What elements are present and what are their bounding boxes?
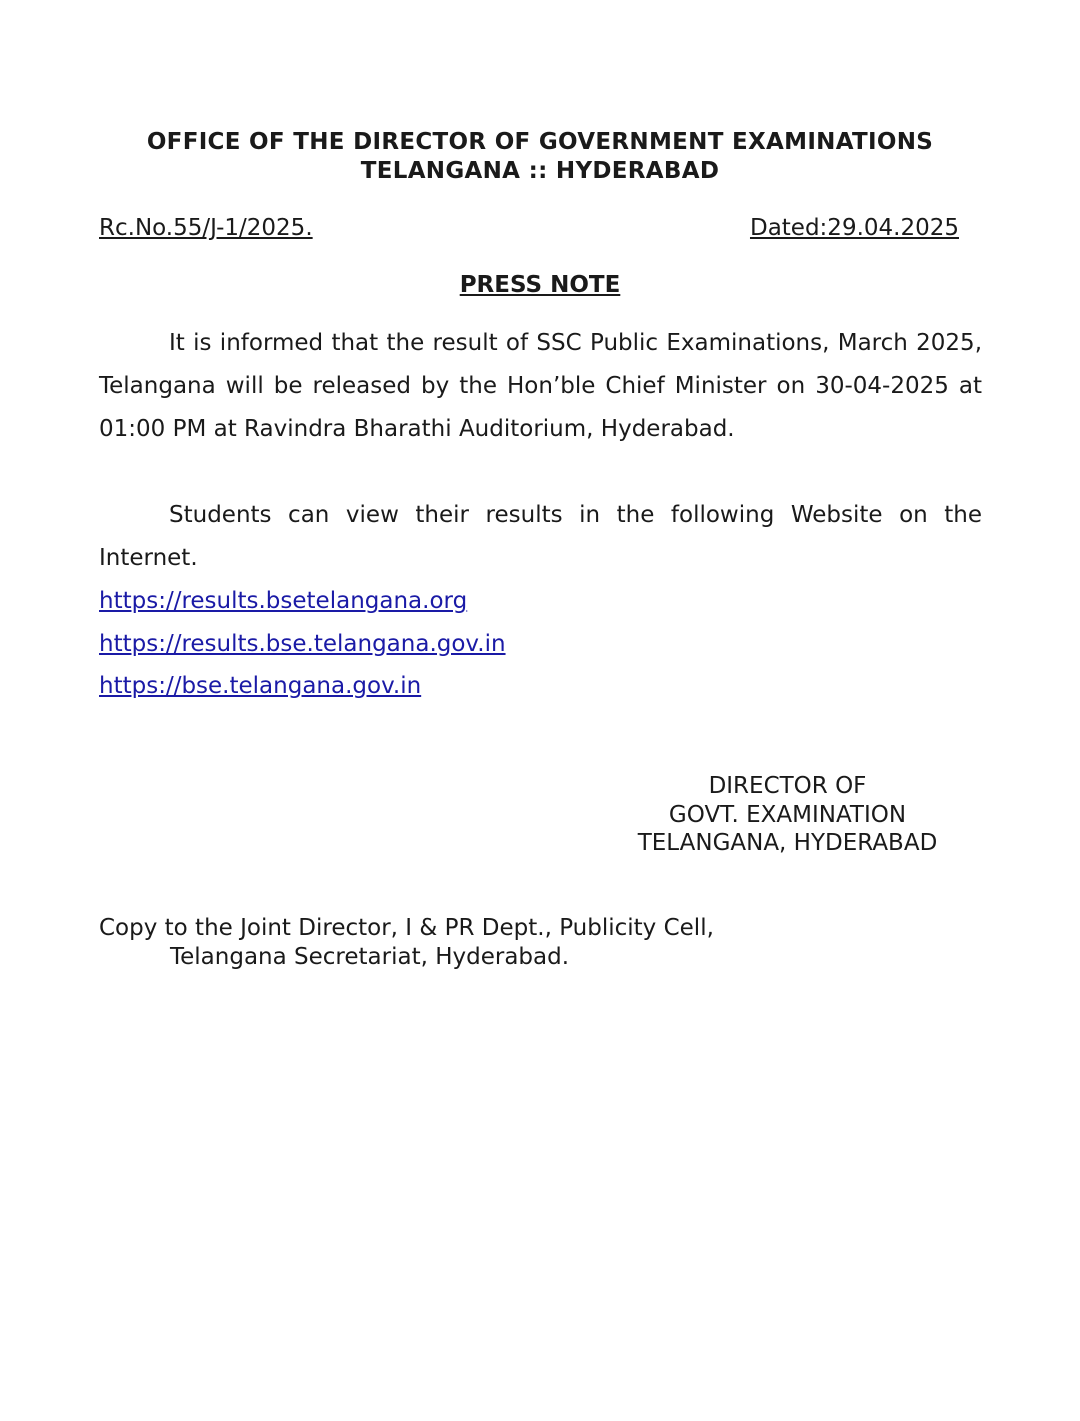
copy-to-line2: Telangana Secretariat, Hyderabad. <box>170 943 570 970</box>
paragraph-websites <box>99 494 982 580</box>
result-link-3[interactable]: https://bse.telangana.gov.in <box>99 673 422 699</box>
reference-number: Rc.No.55/J-1/2025. <box>99 215 313 241</box>
dated: Dated:29.04.2025 <box>749 215 959 241</box>
result-link-2[interactable]: https://results.bse.telangana.gov.in <box>99 630 506 657</box>
paragraph-announcement-text: It is informed that the result of SSC Public Examinations, March 2025, Telangana will be released by the Hon’ble Chief Minister on 30-04-2025 at 01:00 PM at Ravindra Bharathi Auditorium, Hyderabad. <box>99 330 982 442</box>
office-header <box>0 128 1080 186</box>
document-title: PRESS NOTE <box>459 272 621 298</box>
signature-line2: GOVT. EXAMINATION <box>668 801 907 828</box>
copy-to-block <box>99 914 714 971</box>
reference-row <box>99 215 959 245</box>
paragraph-websites-text: Students can view their results in the following Website on the Internet. <box>99 502 982 571</box>
result-links <box>99 580 506 708</box>
office-header-line1: OFFICE OF THE DIRECTOR OF GOVERNMENT EXAMINATIONS <box>146 129 934 155</box>
signature-line1: DIRECTOR OF <box>708 773 867 799</box>
signature-line3: TELANGANA, HYDERABAD <box>637 830 938 856</box>
result-link-1[interactable]: https://results.bsetelangana.org <box>99 588 468 614</box>
paragraph-announcement <box>99 322 982 451</box>
signature-block <box>620 772 955 858</box>
office-header-line2: TELANGANA :: HYDERABAD <box>360 158 720 184</box>
copy-to-line1: Copy to the Joint Director, I & PR Dept., Publicity Cell, <box>99 915 714 941</box>
